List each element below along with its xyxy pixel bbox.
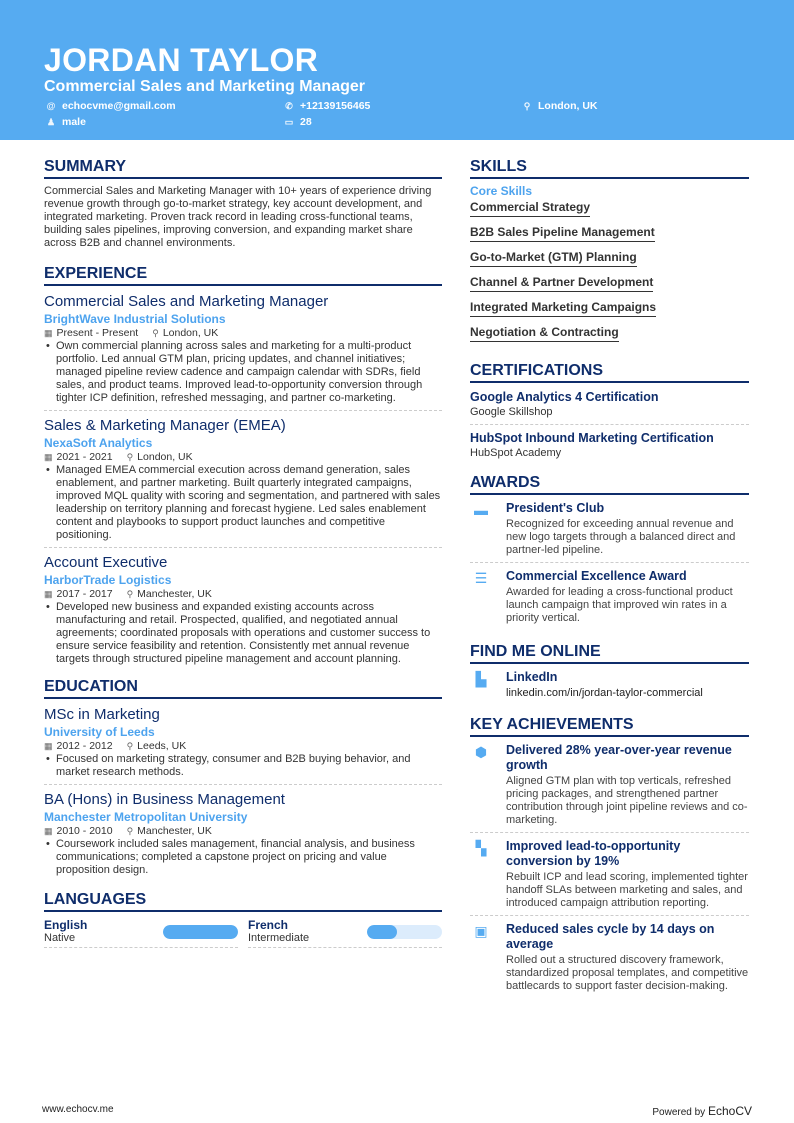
certifications-heading: CERTIFICATIONS xyxy=(470,361,749,383)
language-item xyxy=(44,918,238,948)
location xyxy=(127,740,187,753)
online-description[interactable]: linkedin.com/in/jordan-taylor-commercial xyxy=(506,687,703,699)
summary-heading: SUMMARY xyxy=(44,157,442,179)
calendar-icon: ▦ xyxy=(44,826,53,836)
experience-entry xyxy=(44,553,442,671)
achievements-heading: KEY ACHIEVEMENTS xyxy=(470,715,749,737)
achievements-body xyxy=(506,839,749,910)
language-name: English xyxy=(44,918,88,932)
skill-item: Negotiation & Contracting xyxy=(470,324,619,342)
experience-heading: EXPERIENCE xyxy=(44,264,442,286)
achievements-title: Reduced sales cycle by 14 days on average xyxy=(506,922,715,951)
entry-location: Manchester, UK xyxy=(137,825,212,837)
entry-meta xyxy=(44,825,442,838)
resume-header xyxy=(0,0,794,140)
contact-location xyxy=(522,100,597,112)
calendar-icon: ▦ xyxy=(44,452,53,462)
calendar-icon: ▦ xyxy=(44,589,53,599)
footer-powered xyxy=(652,1104,752,1118)
calendar-icon: ▦ xyxy=(44,741,53,751)
candidate-name: JORDAN TAYLOR xyxy=(44,42,319,78)
education-entry xyxy=(44,705,442,785)
brand-name: EchoCV xyxy=(707,1104,752,1118)
file-search-icon: ▚ xyxy=(475,840,487,856)
contact-age xyxy=(284,116,312,128)
person-icon: ♟ xyxy=(46,116,56,127)
skills-group-label: Core Skills xyxy=(470,184,533,198)
contact-gender xyxy=(46,116,86,128)
footer-site[interactable]: www.echocv.me xyxy=(42,1104,114,1115)
certification-item xyxy=(470,389,749,425)
entry-title: Sales & Marketing Manager (EMEA) xyxy=(44,417,286,434)
calendar-icon: ▭ xyxy=(284,116,294,127)
language-level: Native xyxy=(44,932,76,944)
experience-entry xyxy=(44,292,442,411)
entry-bullet: • Own commercial planning across sales and marketing for a multi-product portfolio. Led annual GTM plan, pricing updates, and channel initiatives; managed pipeline review cadence and campaign calendar with SDRs, field sales, and product teams. Improved lead-to-opportunity conversion through tighter ICP definition, refreshed messaging, and partner co-marketing. xyxy=(44,340,442,405)
awards-description: Recognized for exceeding annual revenue and new logo targets through a balanced direct and partner-led pipeline. xyxy=(506,518,736,556)
entry-meta xyxy=(44,327,442,340)
entry-organization: HarborTrade Logistics xyxy=(44,573,172,587)
certification-issuer: HubSpot Academy xyxy=(470,447,562,459)
achievements-body xyxy=(506,922,749,993)
age-text: 28 xyxy=(300,116,312,128)
languages-heading: LANGUAGES xyxy=(44,890,442,912)
entry-dates: Present - Present xyxy=(56,327,139,339)
certification-issuer: Google Skillshop xyxy=(470,406,553,418)
at-icon: @ xyxy=(46,101,56,111)
online-body xyxy=(506,670,703,700)
left-column xyxy=(44,157,442,948)
phone-text: +12139156465 xyxy=(300,100,371,112)
language-text xyxy=(248,918,309,945)
language-text xyxy=(44,918,87,945)
awards-body xyxy=(506,569,749,625)
entry-meta xyxy=(44,451,442,464)
contact-phone xyxy=(284,100,370,112)
location xyxy=(127,588,212,601)
cube-icon: ⬢ xyxy=(474,744,488,760)
entry-bullet: • Developed new business and expanded existing accounts across manufacturing and retail. Prospected, qualified, and negotiated annual agreements; coordinated proposals with operations and customer success to ensure service feasibility and retention. Consistently met annual revenue targets through structured pipeline management and account planning. xyxy=(44,601,442,666)
awards-item xyxy=(470,501,749,563)
achievements-description: Rolled out a structured discovery framework, standardized proposal templates, and competitive battlecards to support faster decision-making. xyxy=(506,954,749,992)
entry-title: Account Executive xyxy=(44,554,168,571)
awards-list xyxy=(470,501,749,630)
dates xyxy=(44,740,113,753)
entry-dates: 2012 - 2012 xyxy=(56,740,113,752)
achievements-description: Aligned GTM plan with top verticals, refreshed pricing packages, and strengthened partner contribution through joint pipeline reviews and co-marketing. xyxy=(506,775,748,826)
achievements-item xyxy=(470,922,749,998)
location-pin-icon: ⚲ xyxy=(152,328,159,338)
entry-title: MSc in Marketing xyxy=(44,706,160,723)
online-title: LinkedIn xyxy=(506,670,558,684)
location-pin-icon: ⚲ xyxy=(126,452,134,462)
location-pin-icon: ⚲ xyxy=(126,741,134,751)
entry-location: London, UK xyxy=(162,327,219,339)
email-text: echocvme@gmail.com xyxy=(62,100,176,112)
entry-bullet: • Managed EMEA commercial execution across demand generation, sales enablement, and partner marketing. Built quarterly integrated campaigns, improved MQL quality with scoring and segmentation, and partnered with sales leadership on territory planning and forecast hygiene. Led sales enablement content and playbooks to support product launches and competitive positioning. xyxy=(44,464,442,542)
skills-heading: SKILLS xyxy=(470,157,749,179)
proficiency-bar xyxy=(367,925,442,939)
languages-list xyxy=(44,918,442,948)
language-item xyxy=(248,918,442,948)
achievements-item xyxy=(470,839,749,916)
awards-title: President's Club xyxy=(506,501,605,515)
right-column xyxy=(470,157,749,1004)
experience-list xyxy=(44,292,442,671)
entry-title: BA (Hons) in Business Management xyxy=(44,791,285,808)
certification-name: HubSpot Inbound Marketing Certification xyxy=(470,431,714,445)
skill-item: Go-to-Market (GTM) Planning xyxy=(470,249,637,267)
entry-organization: BrightWave Industrial Solutions xyxy=(44,312,226,326)
awards-heading: AWARDS xyxy=(470,473,749,495)
awards-description: Awarded for leading a cross-functional product launch campaign that improved win rates in a priority vertical. xyxy=(506,586,733,624)
powered-label: Powered by xyxy=(652,1107,708,1118)
education-list xyxy=(44,705,442,882)
document-icon: ▙ xyxy=(475,671,487,687)
certification-item xyxy=(470,430,749,465)
entry-dates: 2021 - 2021 xyxy=(56,451,113,463)
calendar-icon: ▦ xyxy=(44,328,53,338)
proficiency-bar xyxy=(163,925,238,939)
battery-icon: ▬ xyxy=(474,502,488,518)
bookmark-icon: ▣ xyxy=(474,923,488,939)
skill-item: Commercial Strategy xyxy=(470,199,590,217)
gender-text: male xyxy=(62,116,86,128)
location-pin-icon: ⚲ xyxy=(523,100,531,111)
location xyxy=(152,327,218,340)
experience-entry xyxy=(44,416,442,548)
dates xyxy=(44,327,138,340)
education-entry xyxy=(44,790,442,882)
phone-icon: ✆ xyxy=(285,100,293,111)
location-pin-icon: ⚲ xyxy=(126,826,134,836)
certifications-list xyxy=(470,389,749,465)
education-heading: EDUCATION xyxy=(44,677,442,699)
lines-icon: ☰ xyxy=(474,570,488,586)
entry-organization: NexaSoft Analytics xyxy=(44,436,153,450)
entry-location: Manchester, UK xyxy=(137,588,212,600)
summary-text: Commercial Sales and Marketing Manager with 10+ years of experience driving revenue growth through go-to-market strategy, key account development, and integrated marketing. Proven track record in leading cross-functional teams, building sales pipelines, improving conversion, and expanding market share across B2B and channel environments. xyxy=(44,185,432,249)
dates xyxy=(44,588,113,601)
skill-item: Integrated Marketing Campaigns xyxy=(470,299,656,317)
online-heading: FIND ME ONLINE xyxy=(470,642,749,664)
entry-location: London, UK xyxy=(137,451,193,463)
dates xyxy=(44,825,113,838)
achievements-title: Delivered 28% year-over-year revenue growth xyxy=(506,743,732,772)
achievements-body xyxy=(506,743,749,827)
achievements-item xyxy=(470,743,749,833)
entry-dates: 2010 - 2010 xyxy=(56,825,113,837)
entry-bullet: • Coursework included sales management, financial analysis, and business communications; completed a capstone project on pricing and value proposition design. xyxy=(44,838,442,877)
location-text: London, UK xyxy=(538,100,598,112)
entry-meta xyxy=(44,740,442,753)
location xyxy=(127,825,212,838)
location xyxy=(127,451,193,464)
entry-title: Commercial Sales and Marketing Manager xyxy=(44,293,329,310)
achievements-title: Improved lead-to-opportunity conversion by 19% xyxy=(506,839,681,868)
dates xyxy=(44,451,113,464)
certification-name: Google Analytics 4 Certification xyxy=(470,390,659,404)
entry-meta xyxy=(44,588,442,601)
skill-item: B2B Sales Pipeline Management xyxy=(470,224,655,242)
proficiency-fill xyxy=(163,925,238,939)
achievements-description: Rebuilt ICP and lead scoring, implemented tighter handoff SLAs between marketing and sales, and introduced campaign attribution reporting. xyxy=(506,871,748,909)
contact-email xyxy=(46,100,176,112)
awards-body xyxy=(506,501,749,557)
entry-location: Leeds, UK xyxy=(137,740,187,752)
entry-dates: 2017 - 2017 xyxy=(56,588,113,600)
location-pin-icon: ⚲ xyxy=(126,589,134,599)
skills-list xyxy=(470,199,749,349)
awards-item xyxy=(470,569,749,630)
entry-organization: Manchester Metropolitan University xyxy=(44,810,248,824)
language-name: French xyxy=(248,918,289,932)
proficiency-fill xyxy=(367,925,397,939)
achievements-list xyxy=(470,743,749,998)
online-item xyxy=(470,670,749,705)
awards-title: Commercial Excellence Award xyxy=(506,569,687,583)
entry-organization: University of Leeds xyxy=(44,725,155,739)
online-list xyxy=(470,670,749,705)
language-level: Intermediate xyxy=(248,932,310,944)
candidate-title: Commercial Sales and Marketing Manager xyxy=(44,78,365,95)
entry-bullet: • Focused on marketing strategy, consumer and B2B buying behavior, and market research methods. xyxy=(44,753,442,779)
skill-item: Channel & Partner Development xyxy=(470,274,653,292)
